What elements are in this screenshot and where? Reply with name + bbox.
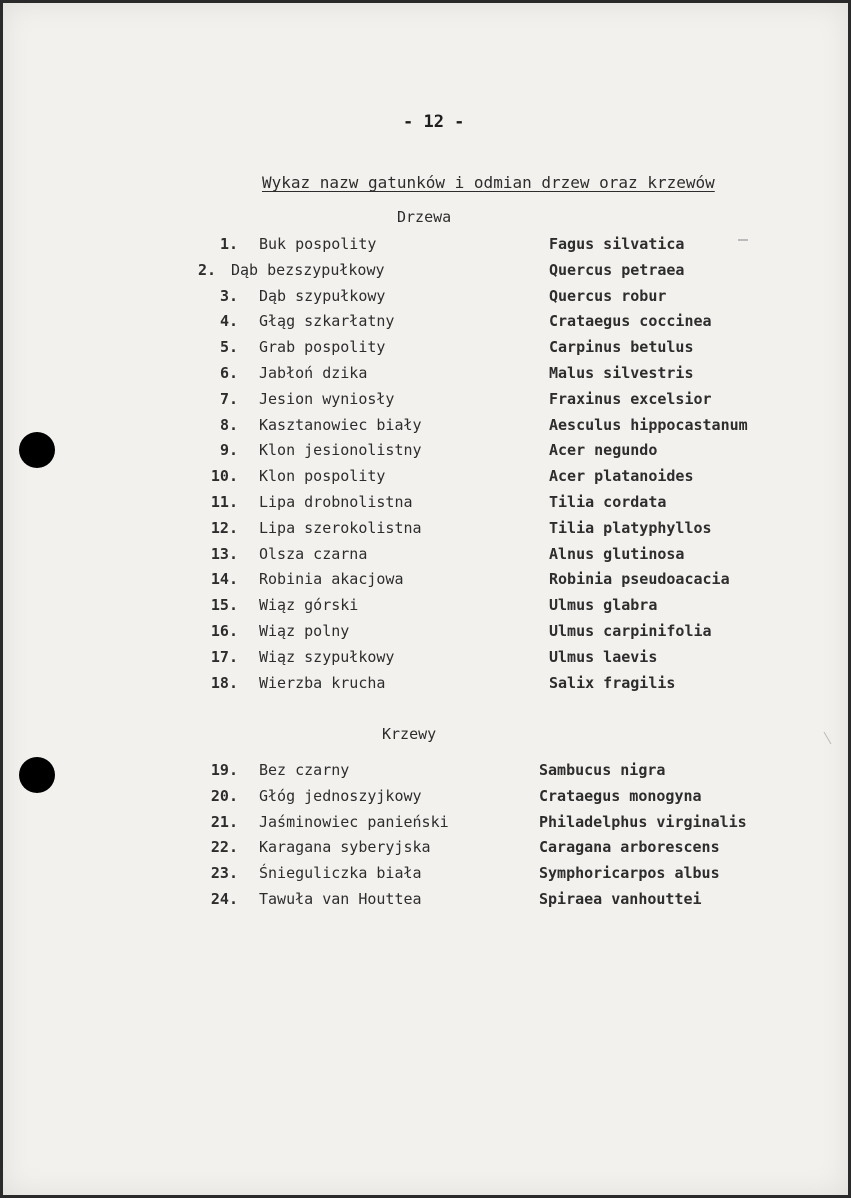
- paper-speck: [824, 732, 832, 745]
- latin-name: Ulmus carpinifolia: [549, 622, 712, 640]
- polish-name: Tawuła van Houttea: [259, 890, 422, 908]
- latin-name: Caragana arborescens: [539, 838, 720, 857]
- latin-name: Aesculus hippocastanum: [549, 415, 748, 434]
- punch-hole: [19, 432, 55, 468]
- item-number: 7.: [219, 389, 238, 408]
- latin-name: Fagus silvatica: [549, 235, 685, 253]
- latin-name: Alnus glutinosa: [549, 544, 685, 563]
- page-number: - 12 -: [403, 112, 465, 132]
- item-number: 24.: [210, 890, 238, 908]
- polish-name: Jaśminowiec panieński: [259, 812, 449, 831]
- polish-name: Robinia akacjowa: [259, 570, 404, 589]
- item-number: 4.: [219, 312, 238, 331]
- latin-name: Crataegus coccinea: [549, 312, 712, 331]
- item-number: 14.: [210, 570, 238, 589]
- polish-name: Śnieguliczka biała: [259, 864, 422, 883]
- item-number: 13.: [210, 544, 238, 563]
- shrubs-heading: Krzewy: [382, 725, 437, 743]
- document-page: [3, 3, 848, 1195]
- item-number: 5.: [219, 338, 238, 357]
- polish-name: Lipa drobnolistna: [259, 493, 413, 511]
- latin-name: Crataegus monogyna: [539, 786, 702, 805]
- item-number: 22.: [210, 838, 238, 857]
- punch-hole: [19, 757, 55, 793]
- item-number: 2.: [197, 260, 216, 279]
- polish-name: Klon pospolity: [259, 467, 386, 486]
- item-number: 3.: [219, 286, 238, 305]
- item-number: 6.: [219, 364, 238, 382]
- item-number: 1.: [219, 235, 238, 253]
- latin-name: Spiraea vanhouttei: [539, 890, 702, 908]
- polish-name: Głąg szkarłatny: [259, 312, 395, 331]
- latin-name: Tilia cordata: [549, 493, 667, 511]
- latin-name: Ulmus laevis: [549, 647, 658, 666]
- latin-name: Fraxinus excelsior: [549, 389, 712, 408]
- item-number: 15.: [210, 596, 238, 615]
- latin-name: Salix fragilis: [549, 673, 676, 692]
- polish-name: Lipa szerokolistna: [259, 518, 422, 537]
- latin-name: Malus silvestris: [549, 364, 694, 382]
- latin-name: Sambucus nigra: [539, 761, 666, 779]
- item-number: 18.: [210, 673, 238, 692]
- latin-name: Quercus petraea: [549, 260, 685, 279]
- item-number: 10.: [210, 467, 238, 486]
- latin-name: Philadelphus virginalis: [539, 812, 747, 831]
- polish-name: Bez czarny: [259, 761, 350, 779]
- latin-name: Acer platanoides: [549, 467, 694, 486]
- polish-name: Wiąz polny: [259, 622, 350, 640]
- latin-name: Ulmus glabra: [549, 596, 658, 615]
- item-number: 8.: [219, 415, 238, 434]
- polish-name: Grab pospolity: [259, 338, 386, 357]
- item-number: 21.: [210, 812, 238, 831]
- item-number: 16.: [210, 622, 238, 640]
- latin-name: Symphoricarpos albus: [539, 864, 720, 883]
- item-number: 23.: [210, 864, 238, 883]
- trees-heading: Drzewa: [397, 208, 452, 226]
- latin-name: Acer negundo: [549, 441, 658, 460]
- polish-name: Głóg jednoszyjkowy: [259, 786, 422, 805]
- latin-name: Quercus robur: [549, 286, 667, 305]
- item-number: 9.: [219, 441, 238, 460]
- latin-name: Carpinus betulus: [549, 338, 694, 357]
- item-number: 20.: [210, 786, 238, 805]
- item-number: 12.: [210, 518, 238, 537]
- polish-name: Kasztanowiec biały: [259, 415, 422, 434]
- latin-name: Tilia platyphyllos: [549, 518, 712, 537]
- polish-name: Wiąz szypułkowy: [259, 647, 395, 666]
- polish-name: Wierzba krucha: [259, 673, 386, 692]
- latin-name: Robinia pseudoacacia: [549, 570, 730, 589]
- document-title: Wykaz nazw gatunków i odmian drzew oraz krzewów: [262, 173, 715, 192]
- item-number: 11.: [210, 493, 238, 511]
- polish-name: Olsza czarna: [259, 544, 368, 563]
- item-number: 19.: [210, 761, 238, 779]
- polish-name: Jabłoń dzika: [259, 364, 368, 382]
- polish-name: Dąb bezszypułkowy: [231, 260, 385, 279]
- polish-name: Dąb szypułkowy: [259, 286, 386, 305]
- polish-name: Jesion wyniosły: [259, 389, 395, 408]
- polish-name: Karagana syberyjska: [259, 838, 431, 857]
- polish-name: Klon jesionolistny: [259, 441, 422, 460]
- paper-speck: [738, 239, 748, 241]
- polish-name: Wiąz górski: [259, 596, 359, 615]
- item-number: 17.: [210, 647, 238, 666]
- polish-name: Buk pospolity: [259, 235, 377, 253]
